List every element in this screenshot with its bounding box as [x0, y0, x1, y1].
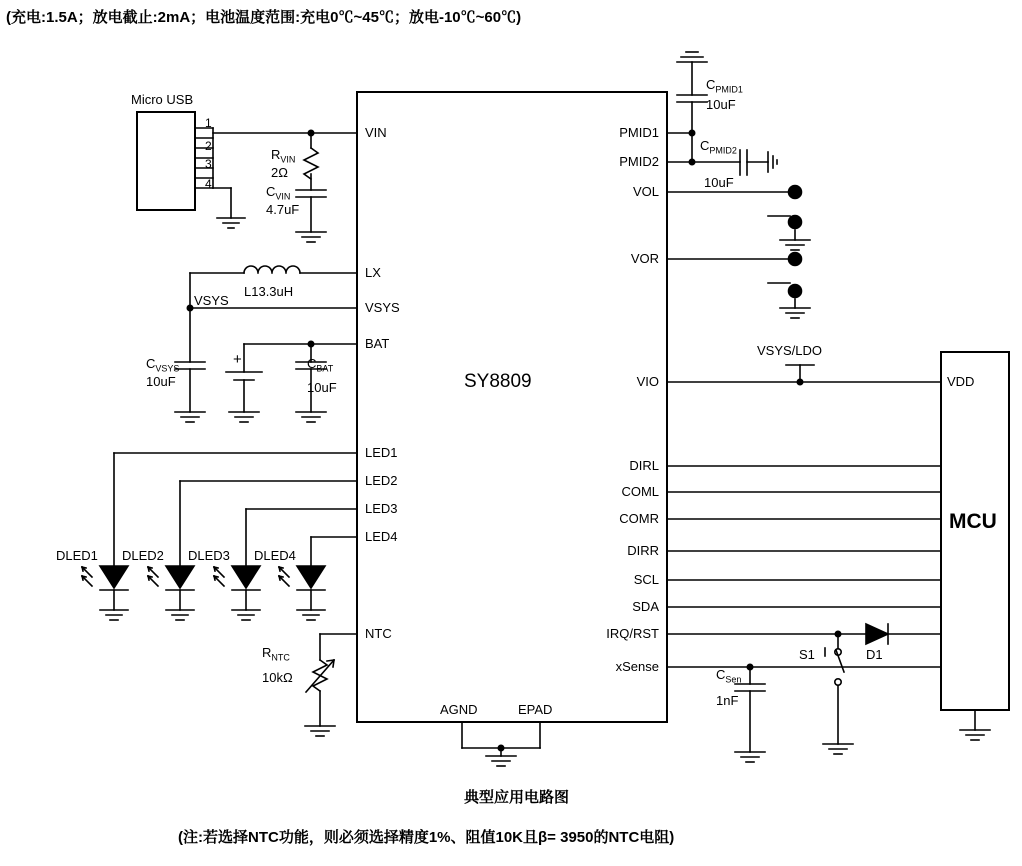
connector-pin-2: 2	[205, 139, 212, 153]
ic-pin-lx: LX	[365, 265, 381, 280]
battery-polarity: +	[233, 351, 242, 368]
ic-pin-vsys: VSYS	[365, 300, 400, 315]
rntc-label: $R_{NTC}$	[262, 645, 290, 663]
ic-pin-vol: VOL	[632, 184, 659, 199]
connector-title: Micro USB	[131, 92, 194, 107]
connector-pin-1: 1	[205, 116, 212, 130]
cpmid2-value: 10uF	[704, 175, 734, 190]
led-label-2: DLED2	[122, 548, 164, 563]
connector-pin-3: 3	[205, 157, 212, 171]
ic-pin-bat: BAT	[365, 336, 390, 351]
ic-pin-vor: VOR	[630, 251, 659, 266]
ic-pin-led2: LED2	[365, 473, 398, 488]
ic-pin-xsense: xSense	[615, 659, 659, 674]
cvin-label: $C_{VIN}$	[266, 184, 291, 202]
ic-pin-vin: VIN	[365, 125, 387, 140]
cvin-value: 4.7uF	[266, 202, 300, 217]
ic-pin-epad: EPAD	[518, 702, 553, 717]
mcu-pin-vdd: VDD	[947, 374, 975, 389]
rvin-value: 2Ω	[271, 165, 288, 180]
ic-pin-agnd: AGND	[440, 702, 478, 717]
cbat-value: 10uF	[307, 380, 337, 395]
ic-pin-coml: COML	[621, 484, 659, 499]
cvsys-value: 10uF	[146, 374, 176, 389]
cpmid1-value: 10uF	[706, 97, 736, 112]
ic-pin-ntc: NTC	[365, 626, 392, 641]
led-label-3: DLED3	[188, 548, 230, 563]
ic-pin-irq-rst: IRQ/RST	[606, 626, 659, 641]
cbat-label: $C_{BAT}$	[307, 356, 334, 374]
ic-pin-led4: LED4	[365, 529, 398, 544]
rvin-ref: $R_{VIN}$	[271, 147, 296, 165]
net-vsys-ldo-label: VSYS/LDO	[757, 343, 823, 358]
ic-pin-comr: COMR	[619, 511, 659, 526]
ic-pin-pmid1: PMID1	[619, 125, 659, 140]
figure-caption: 典型应用电路图	[464, 789, 570, 806]
cvsys-label: $C_{VSYS}$	[146, 356, 180, 374]
figure-note: (注:若选择NTC功能，则必须选择精度1%、阻值10K且β= 3950的NTC电阻)	[178, 829, 675, 846]
diode-d1-ref: D1	[866, 647, 883, 662]
connector-pin-4: 4	[205, 177, 212, 191]
csen-value: 1nF	[716, 693, 739, 708]
net-vsys-label: VSYS	[194, 293, 229, 308]
led-label-1: DLED1	[56, 548, 98, 563]
ic-pin-led3: LED3	[365, 501, 398, 516]
switch-s1-ref: S1	[799, 647, 815, 662]
led-label-4: DLED4	[254, 548, 296, 563]
ic-pin-dirl: DIRL	[629, 458, 659, 473]
ic-pin-led1: LED1	[365, 445, 398, 460]
ic-pin-pmid2: PMID2	[619, 154, 659, 169]
csen-label: $C_{Sen}$	[716, 667, 742, 685]
header-condition-text: (充电:1.5A；放电截止:2mA；电池温度范围:充电0℃~45℃；放电-10℃~60℃)	[6, 9, 522, 26]
ic-pin-vio: VIO	[636, 374, 659, 389]
rntc-value: 10kΩ	[262, 670, 293, 685]
ic-pin-dirr: DIRR	[627, 543, 659, 558]
ic-pin-sda: SDA	[632, 599, 659, 614]
ic-pin-scl: SCL	[633, 572, 659, 587]
inductor-value: L13.3uH	[244, 284, 294, 299]
cpmid1-label: $C_{PMID1}$	[706, 77, 743, 95]
cpmid2-label: $C_{PMID2}$	[700, 138, 737, 156]
ic-part-number: SY8809	[464, 371, 532, 392]
mcu-label: MCU	[949, 510, 997, 533]
